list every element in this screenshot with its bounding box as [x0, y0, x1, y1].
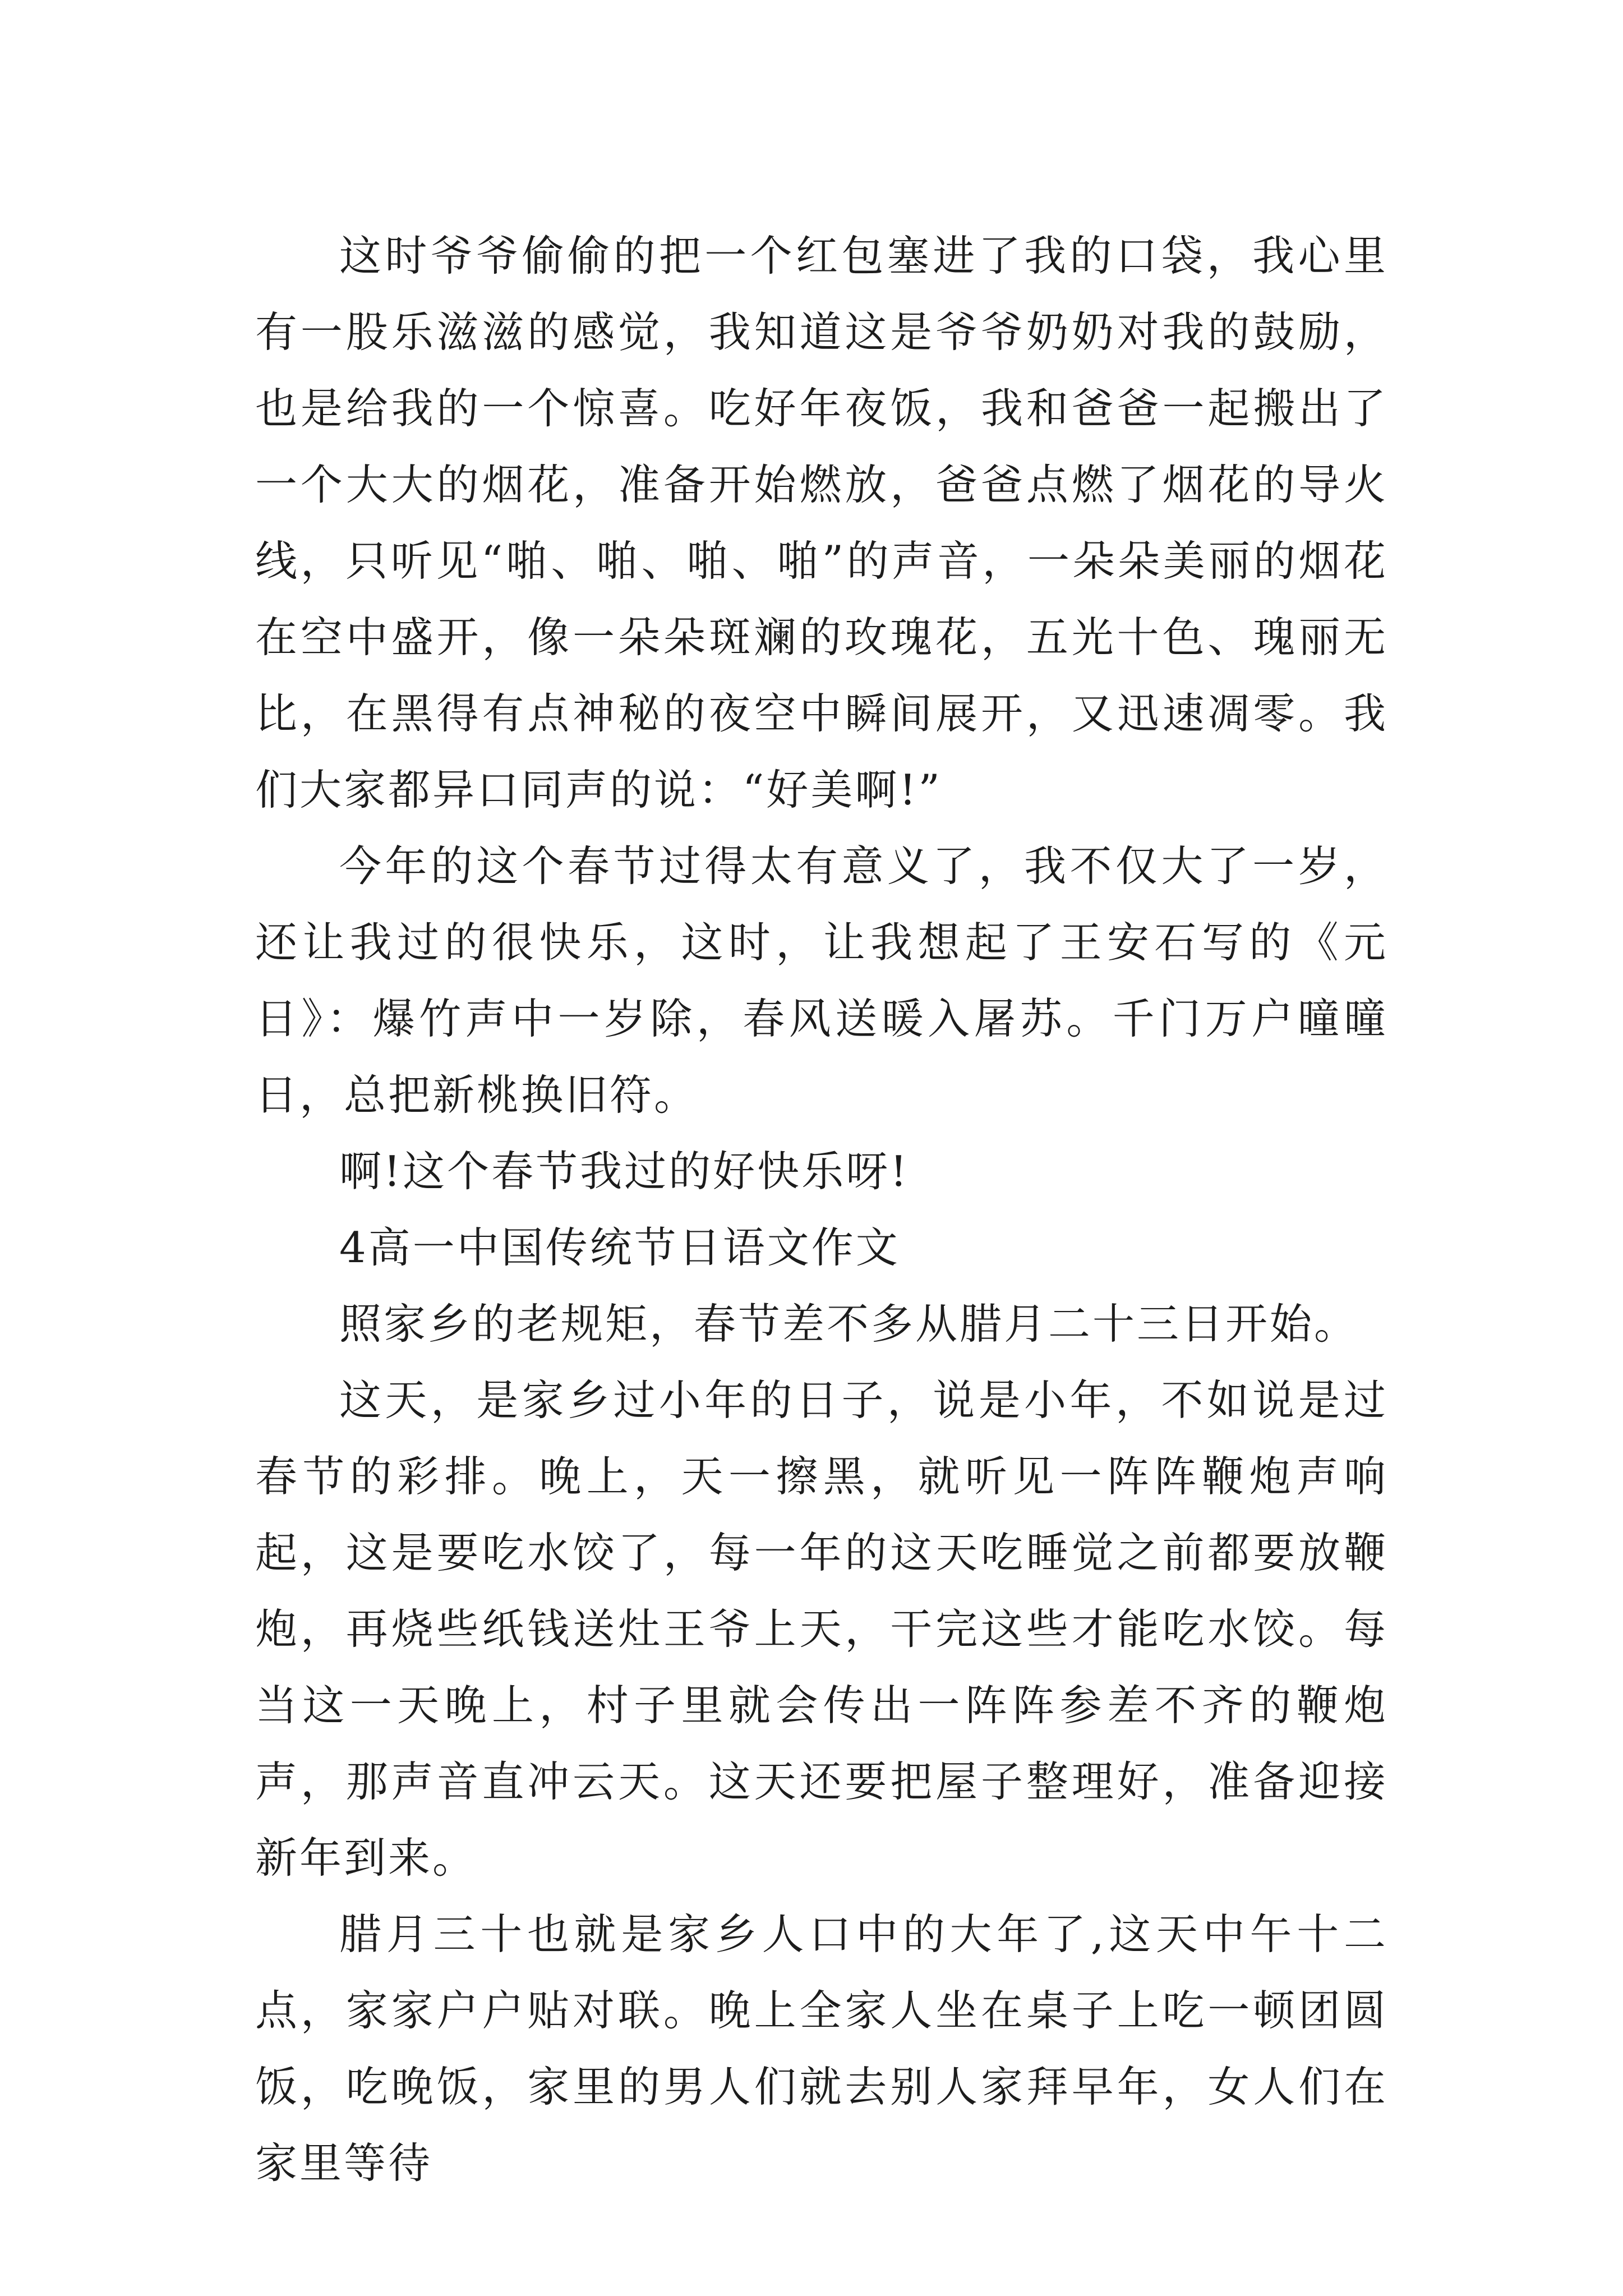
document-body [255, 218, 1388, 2201]
section-heading: 4高一中国传统节日语文作文 [339, 1223, 900, 1272]
paragraph: 啊!这个春节我过的好快乐呀! [339, 1147, 910, 1196]
paragraph: 照家乡的老规矩，春节差不多从腊月二十三日开始。 [339, 1299, 1359, 1349]
paragraph: 这时爷爷偷偷的把一个红包塞进了我的口袋，我心里有一股乐滋滋的感觉，我知道这是爷爷奶奶对我的鼓励，也是给我的一个惊喜。吃好年夜饭，我和爸爸一起搬出了一个大大的烟花，准备开始燃放，爸爸点燃了烟花的导火线，只听见“啪、啪、啪、啪”的声音，一朵朵美丽的烟花在空中盛开，像一朵朵斑斓的玫瑰花，五光十色、瑰丽无比，在黑得有点神秘的夜空中瞬间展开，又迅速凋零。我们大家都异口同声的说：“好美啊!” [255, 231, 1388, 815]
paragraph: 这天，是家乡过小年的日子，说是小年，不如说是过春节的彩排。晚上，天一擦黑，就听见一阵阵鞭炮声响起，这是要吃水饺了，每一年的这天吃睡觉之前都要放鞭炮，再烧些纸钱送灶王爷上天，干完这些才能吃水饺。每当这一天晚上，村子里就会传出一阵阵参差不齐的鞭炮声，那声音直冲云天。这天还要把屋子整理好，准备迎接新年到来。 [255, 1375, 1388, 1883]
paragraph: 腊月三十也就是家乡人口中的大年了,这天中午十二点，家家户户贴对联。晚上全家人坐在桌子上吃一顿团圆饭，吃晚饭，家里的男人们就去别人家拜早年，女人们在家里等待 [255, 1910, 1388, 2188]
paragraph: 今年的这个春节过得太有意义了，我不仅大了一岁，还让我过的很快乐，这时，让我想起了王安石写的《元日》：爆竹声中一岁除，春风送暖入屠苏。千门万户曈曈日，总把新桃换旧符。 [255, 841, 1388, 1120]
